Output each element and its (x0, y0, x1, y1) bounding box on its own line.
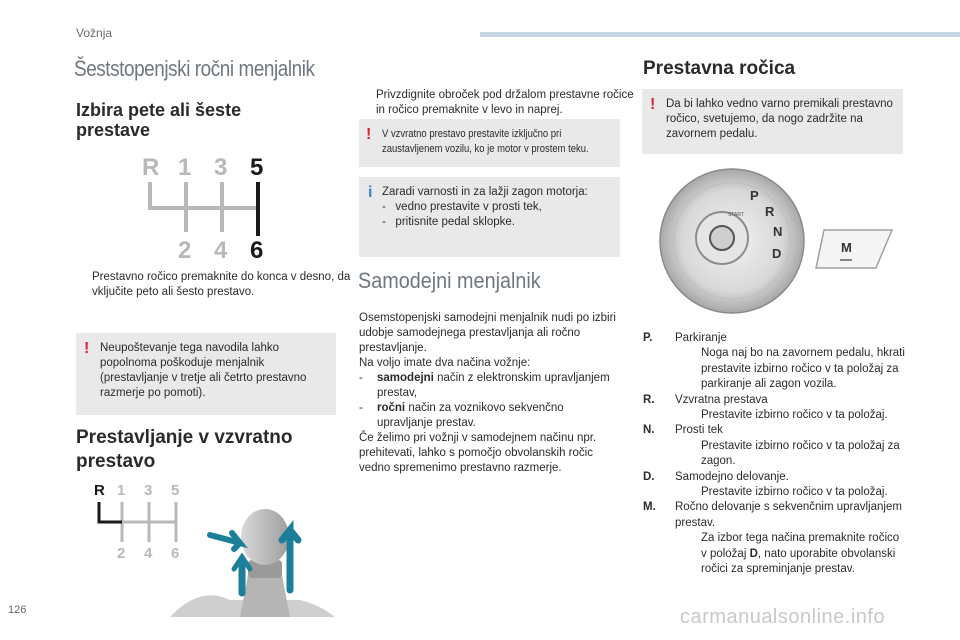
warning-text-2-line2: zaustavljenem vozilu, ko je motor v prostem teku. (382, 143, 589, 155)
selector-definitions (643, 331, 905, 578)
warning-text-1: Neupoštevanje tega navodila lahko popolnoma poškoduje menjalnik (prestavljanje v tretje ali četrto prestavno razmerje po pomoti). (100, 342, 307, 399)
gear-label-4: 4 (214, 237, 228, 264)
gear-label-5: 5 (250, 154, 264, 181)
info-icon: i (368, 184, 373, 201)
gear-label-3: 3 (214, 154, 228, 181)
warning-icon: ! (366, 126, 372, 143)
gear2-label-2: 2 (117, 545, 126, 560)
warning-text-2-line1: V vzvratno prestavo prestavite izključno pri (382, 128, 562, 140)
gear-label-1: 1 (178, 154, 192, 181)
chapter-title: Šeststopenjski ročni menjalnik (74, 56, 315, 81)
definition-n: N. Prosti tek Prestavite izbirno ročico v ta položaj za zagon. (643, 424, 900, 468)
gear2-label-1: 1 (117, 482, 126, 499)
gear-lever-illustration (170, 505, 335, 617)
watermark: carmanualsonline.info (680, 606, 886, 628)
selector-start-label: START (728, 212, 744, 218)
automatic-description: Osemstopenjski samodejni menjalnik nudi po izbiri udobje samodejnega prestavljanja ali ročno prestavljanje. Na voljo imate dva načina vožnje: - samodejni način z elektronskim upravljanjem prestav, - ročni način za voznikovo sekvenčno upravljanje prestav. Če želimo pri vožnji v samodejnem načinu npr. prehitevati, lahko s pomočjo obvolanskih ročic vedno spremenimo prestavno razmerje. (359, 312, 616, 474)
warning-icon: ! (84, 340, 90, 357)
definition-p: P. Parkiranje Noga naj bo na zavornem pedalu, hkrati prestavite izbirno ročico v ta položaj za parkiranje ali zagon vozila. (643, 332, 905, 391)
page-number: 126 (8, 604, 27, 616)
definition-m: M. Ročno delovanje s sekvenčnim upravljanjem prestav. Za izbor tega načina premaknite ročico v položaj D, nato uporabite obvolanski ročici za spreminjanje prestav. (643, 501, 902, 576)
instruction-fifth-sixth: Prestavno ročico premaknite do konca v desno, da vključite peto ali šesto prestavo. (92, 271, 351, 298)
definition-d: D. Samodejno delovanje. Prestavite izbirno ročico v ta položaj. (643, 470, 888, 499)
gear2-label-6: 6 (171, 545, 180, 560)
info-text-1: Zaradi varnosti in za lažji zagon motorja: - vedno prestavite v prosti tek, - pritisnite pedal sklopke. (382, 186, 588, 228)
definition-r: R. Vzvratna prestava Prestavite izbirno ročico v ta položaj. (643, 393, 888, 422)
heading-reverse-gear: Prestavljanje v vzvratno prestavo (76, 427, 293, 472)
gear-label-r: R (142, 154, 160, 181)
gear2-label-4: 4 (144, 545, 153, 560)
heading-automatic-transmission: Samodejni menjalnik (358, 268, 541, 293)
m-button-label: M (841, 240, 852, 255)
selector-label-r: R (765, 204, 775, 219)
gear2-label-3: 3 (144, 482, 153, 499)
heading-fifth-sixth: Izbira pete ali šeste prestave (76, 100, 242, 140)
gear-pattern-diagram-1 (140, 150, 290, 265)
gear2-label-r: R (94, 482, 105, 499)
warning-text-3: Da bi lahko vedno varno premikali prestavno ročico, svetujemo, da nogo zadržite na zavornem pedalu. (666, 98, 893, 140)
warning-icon: ! (650, 96, 656, 113)
gear2-label-5: 5 (171, 482, 180, 499)
header-accent-bar (480, 32, 960, 37)
gear-selector-illustration (648, 168, 898, 316)
selector-label-p: P (750, 188, 759, 203)
gear-label-6: 6 (250, 237, 264, 264)
instruction-reverse: Privzdignite obroček pod držalom prestavne ročice in ročico premaknite v levo in naprej. (376, 89, 634, 116)
header-section-label: Vožnja (76, 26, 113, 40)
gear-label-2: 2 (178, 237, 192, 264)
heading-gear-selector: Prestavna ročica (643, 58, 796, 79)
selector-label-n: N (773, 224, 783, 239)
selector-label-d: D (772, 246, 782, 261)
